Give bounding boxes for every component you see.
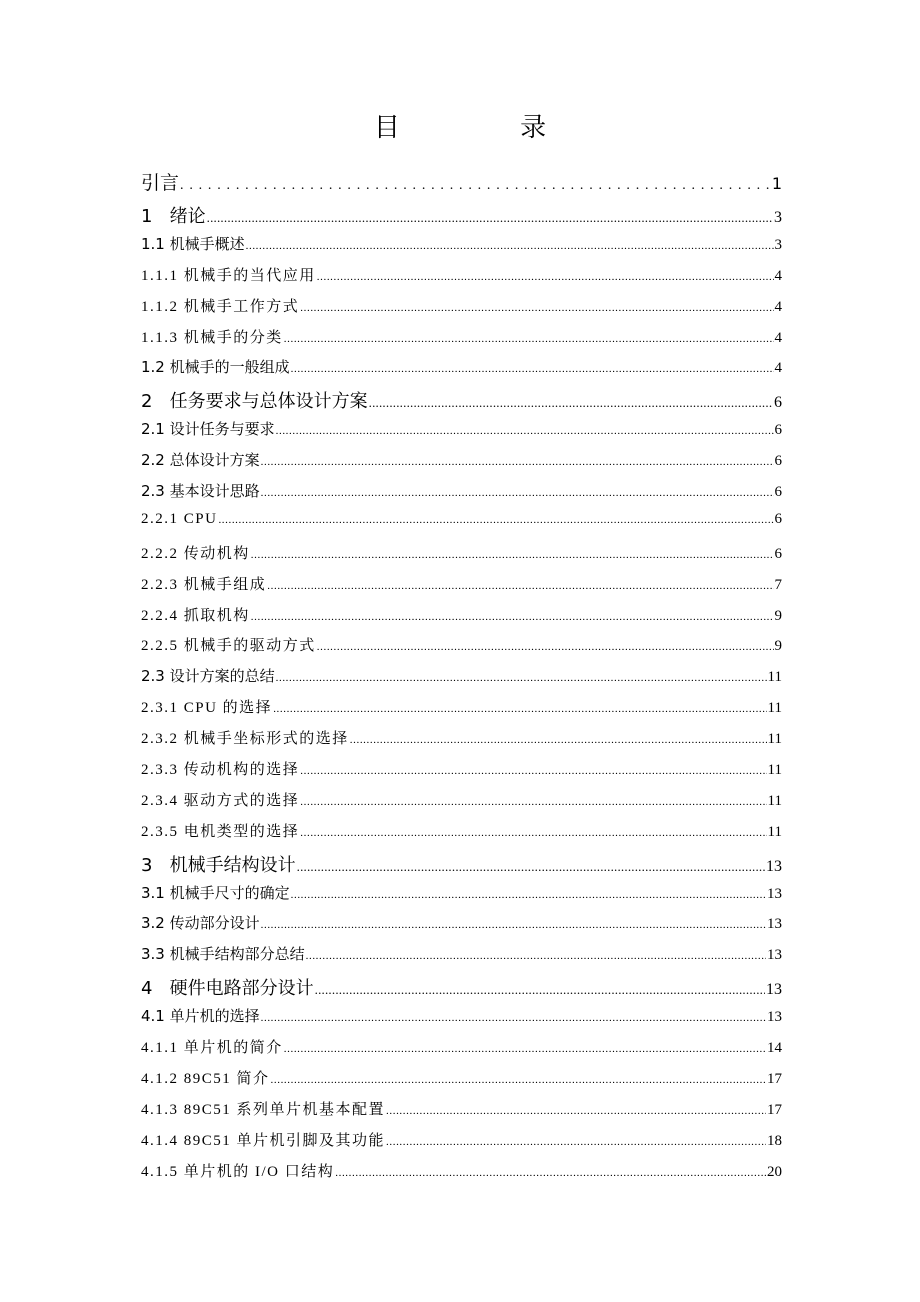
toc-entry-page-number: 20 [767,1163,782,1180]
dot-leader [300,765,766,777]
dot-leader [297,859,765,875]
dot-leader [276,425,774,437]
toc-entry-page-number: 6 [774,510,782,527]
toc-entry-page-number: 6 [774,422,782,439]
dot-leader [267,580,773,592]
toc-entry[interactable] [141,696,782,727]
toc-entry-page-number: 11 [767,762,782,779]
dot-leader [207,210,773,226]
toc-entry[interactable] [141,480,782,511]
toc-entry[interactable] [141,202,782,233]
dot-leader [180,178,771,194]
toc-entry-page-number: 6 [774,394,782,412]
dot-leader [300,302,773,314]
toc-entry-page-number: 4 [774,360,782,377]
toc-entry-page-number: 6 [774,453,782,470]
dot-leader [218,514,773,526]
toc-entry-page-number: 13 [767,916,782,933]
toc-entry-page-number: 11 [767,823,782,840]
toc-entry[interactable] [141,882,782,913]
toc-entry-page-number: 6 [774,484,782,501]
dot-leader [306,950,766,962]
dot-leader [369,395,773,411]
dot-leader [261,487,774,499]
toc-entry[interactable] [141,356,782,387]
page-title: 目 录 [373,113,603,143]
toc-entry-label: 2 任务要求与总体设计方案 [141,391,368,413]
toc-entry[interactable] [141,851,782,882]
dot-leader [386,1136,766,1148]
toc-entry[interactable] [141,233,782,264]
dot-leader [261,919,766,931]
toc-entry-page-number: 17 [767,1070,782,1087]
toc-entry-page-number: 9 [774,607,782,624]
toc-entry-label: 4.1.4 89C51 单片机引脚及其功能 [141,1132,386,1149]
dot-leader [300,827,766,839]
toc-entry[interactable] [141,418,782,449]
toc-entry-label: 2.2 总体设计方案 [141,451,260,470]
toc-entry-label: 4.1.3 89C51 系列单片机基本配置 [141,1101,386,1118]
toc-entry-label: 3.2 传动部分设计 [141,914,260,933]
dot-leader [335,1167,766,1179]
toc-entry-page-number: 4 [774,329,782,346]
toc-entry-page-number: 13 [767,1009,782,1026]
toc-entry[interactable] [141,974,782,1005]
dot-leader [291,889,766,901]
toc-entry[interactable] [141,542,782,573]
toc-entry[interactable] [141,1129,782,1160]
toc-entry-label: 2.3 基本设计思路 [141,482,260,501]
toc-entry-page-number: 13 [767,885,782,902]
toc-entry-label: 1.1.1 机械手的当代应用 [141,267,316,284]
toc-entry-page-number: 7 [774,576,782,593]
toc-entry-label: 3.3 机械手结构部分总结 [141,945,305,964]
dot-leader [273,703,766,715]
dot-leader [261,456,774,468]
toc-entry-label: 3.1 机械手尺寸的确定 [141,883,290,902]
toc-entry-page-number: 11 [767,669,782,686]
toc-entry-label: 3 机械手结构设计 [141,854,296,876]
toc-entry[interactable] [141,511,782,542]
dot-leader [271,1074,766,1086]
toc-entry-page-number: 18 [767,1132,782,1149]
toc-entry[interactable] [141,912,782,943]
toc-entry-page-number: 13 [766,857,782,875]
dot-leader [251,549,774,561]
toc-entry-label: 2.2.1 CPU [141,510,218,527]
toc-entry-label: 2.2.5 机械手的驱动方式 [141,638,316,655]
toc-entry-label: 2.3 设计方案的总结 [141,667,275,686]
toc-entry-page-number: 3 [774,209,782,226]
toc-entry-label: 2.3.5 电机类型的选择 [141,823,300,840]
toc-entry-page-number: 11 [767,792,782,809]
toc-entry-page-number: 11 [767,731,782,748]
toc-entry[interactable] [141,1067,782,1098]
toc-entry[interactable] [141,264,782,295]
toc-entry-page-number: 17 [767,1101,782,1118]
toc-entry-label: 1.1.3 机械手的分类 [141,329,283,346]
toc-entry[interactable] [141,326,782,357]
toc-entry-page-number: 1 [771,174,782,193]
toc-entry[interactable] [141,727,782,758]
toc-entry[interactable] [141,1160,782,1191]
dot-leader [317,641,774,653]
toc-entry-page-number: 14 [767,1040,782,1057]
toc-entry[interactable] [141,1036,782,1067]
toc-entry[interactable] [141,665,782,696]
dot-leader [350,734,767,746]
table-of-contents [141,168,782,1191]
toc-entry[interactable] [141,1098,782,1129]
toc-entry-label: 4 硬件电路部分设计 [141,978,314,1000]
toc-entry[interactable] [141,820,782,851]
toc-entry-label: 2.3.4 驱动方式的选择 [141,792,300,809]
toc-entry[interactable] [141,449,782,480]
toc-entry-label: 2.2.4 抓取机构 [141,607,250,624]
toc-entry[interactable] [141,1005,782,1036]
toc-entry[interactable] [141,604,782,635]
dot-leader [251,611,774,623]
toc-entry[interactable] [141,387,782,418]
toc-entry-page-number: 4 [774,267,782,284]
toc-entry[interactable] [141,789,782,820]
toc-entry[interactable] [141,295,782,326]
dot-leader [276,672,767,684]
dot-leader [300,796,766,808]
toc-entry[interactable] [141,573,782,604]
toc-entry[interactable] [141,634,782,665]
toc-entry-label: 1 绪论 [141,206,206,227]
toc-entry-page-number: 13 [767,947,782,964]
dot-leader [284,333,774,345]
toc-entry-label: 4.1.1 单片机的简介 [141,1040,283,1057]
dot-leader [284,1043,766,1055]
toc-entry-label: 4.1.5 单片机的 I/O 口结构 [141,1163,335,1180]
toc-entry-label: 1.2 机械手的一般组成 [141,358,290,377]
dot-leader [315,982,765,998]
toc-entry-label: 2.3.1 CPU 的选择 [141,700,273,717]
dot-leader [246,240,774,252]
toc-entry-page-number: 6 [774,545,782,562]
toc-entry-page-number: 4 [774,298,782,315]
dot-leader [317,271,774,283]
toc-entry[interactable] [141,168,782,202]
toc-entry[interactable] [141,943,782,974]
dot-leader [386,1105,766,1117]
toc-entry-label: 2.3.3 传动机构的选择 [141,762,300,779]
dot-leader [291,363,774,375]
toc-entry-label: 引言 [141,172,180,194]
toc-entry-page-number: 13 [766,981,782,999]
toc-entry-label: 1.1 机械手概述 [141,234,245,253]
toc-entry-label: 2.2.2 传动机构 [141,545,250,562]
toc-entry-label: 4.1.2 89C51 简介 [141,1070,270,1087]
toc-entry-label: 2.1 设计任务与要求 [141,420,275,439]
toc-entry-label: 2.2.3 机械手组成 [141,576,267,593]
dot-leader [261,1012,766,1024]
toc-entry[interactable] [141,758,782,789]
toc-entry-label: 4.1 单片机的选择 [141,1007,260,1026]
toc-entry-label: 1.1.2 机械手工作方式 [141,298,300,315]
toc-entry-label: 2.3.2 机械手坐标形式的选择 [141,731,349,748]
toc-entry-page-number: 11 [767,700,782,717]
toc-entry-page-number: 9 [774,638,782,655]
toc-entry-page-number: 3 [774,236,782,253]
